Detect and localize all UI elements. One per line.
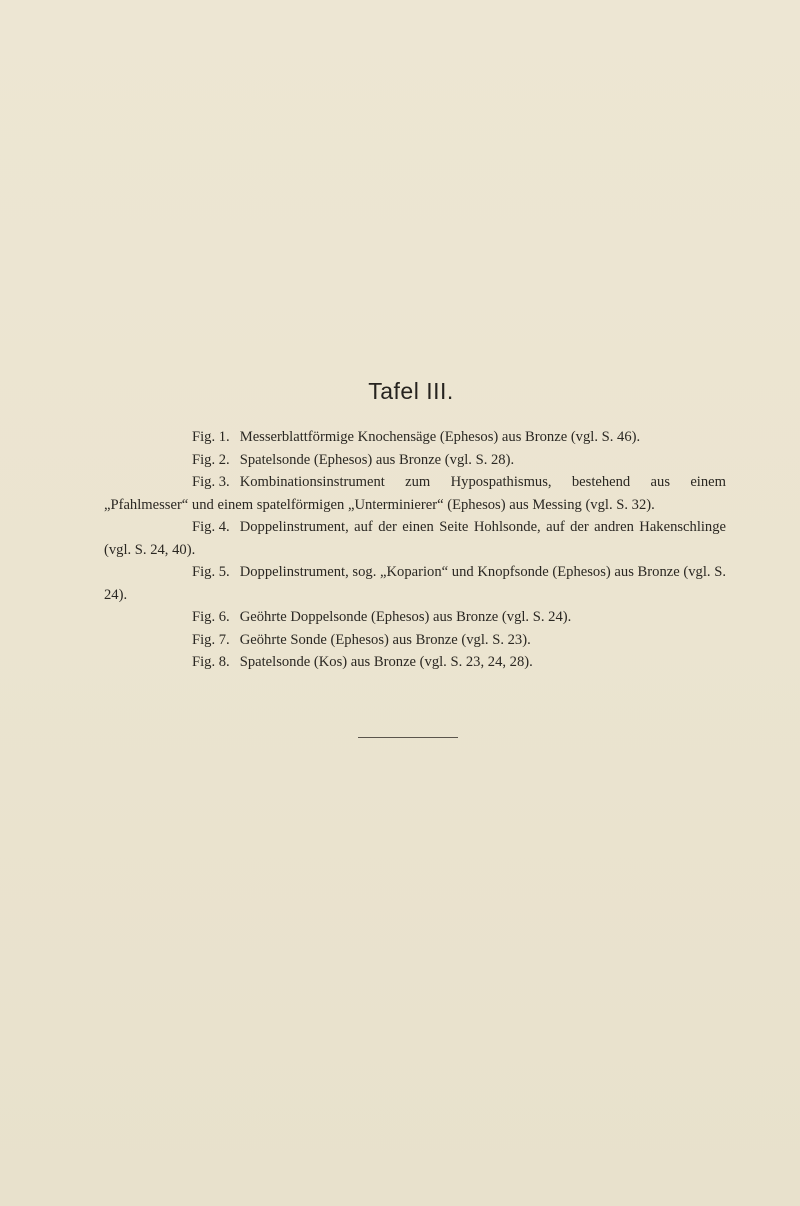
caption-fig-4 [104, 516, 726, 561]
caption-text: Doppelinstrument, sog. „Koparion“ und Knopfsonde (Ephesos) aus Bronze (vgl. S. 24). [104, 564, 726, 603]
caption-fig-3 [104, 471, 726, 516]
caption-label: Fig. 4. [192, 519, 230, 535]
caption-fig-6 [104, 606, 726, 629]
caption-text: Messerblattförmige Knochensäge (Ephesos) aus Bronze (vgl. S. 46). [239, 429, 641, 445]
closing-rule [358, 737, 458, 738]
caption-list [104, 426, 726, 674]
caption-label: Fig. 6. [192, 609, 230, 625]
caption-fig-5 [104, 561, 726, 606]
caption-fig-8 [104, 651, 726, 674]
caption-text: Doppelinstrument, auf der einen Seite Hohlsonde, auf der andren Hakenschlinge (vgl. S. 24, 40). [104, 519, 726, 558]
caption-label: Fig. 2. [192, 451, 230, 468]
caption-text: Spatelsonde (Ephesos) aus Bronze (vgl. S. 28). [239, 451, 515, 468]
caption-fig-7 [104, 629, 726, 652]
caption-label: Fig. 3. [192, 474, 230, 490]
caption-text: Spatelsonde (Kos) aus Bronze (vgl. S. 23, 24, 28). [239, 654, 533, 670]
caption-label: Fig. 7. [192, 631, 230, 648]
caption-fig-2 [104, 449, 726, 472]
caption-label: Fig. 5. [192, 564, 230, 580]
caption-text: Kombinationsinstrument zum Hypospathismus, bestehend aus einem „Pfahlmesser“ und einem spatelförmigen „Unterminierer“ (Ephesos) aus Messing (vgl. S. 32). [104, 474, 726, 513]
caption-label: Fig. 8. [192, 654, 230, 670]
caption-text: Geöhrte Sonde (Ephesos) aus Bronze (vgl. S. 23). [239, 631, 531, 648]
caption-label: Fig. 1. [192, 429, 230, 445]
caption-text: Geöhrte Doppelsonde (Ephesos) aus Bronze (vgl. S. 24). [239, 609, 572, 625]
plate-title: Tafel III. [368, 378, 454, 404]
caption-fig-1 [104, 426, 726, 449]
